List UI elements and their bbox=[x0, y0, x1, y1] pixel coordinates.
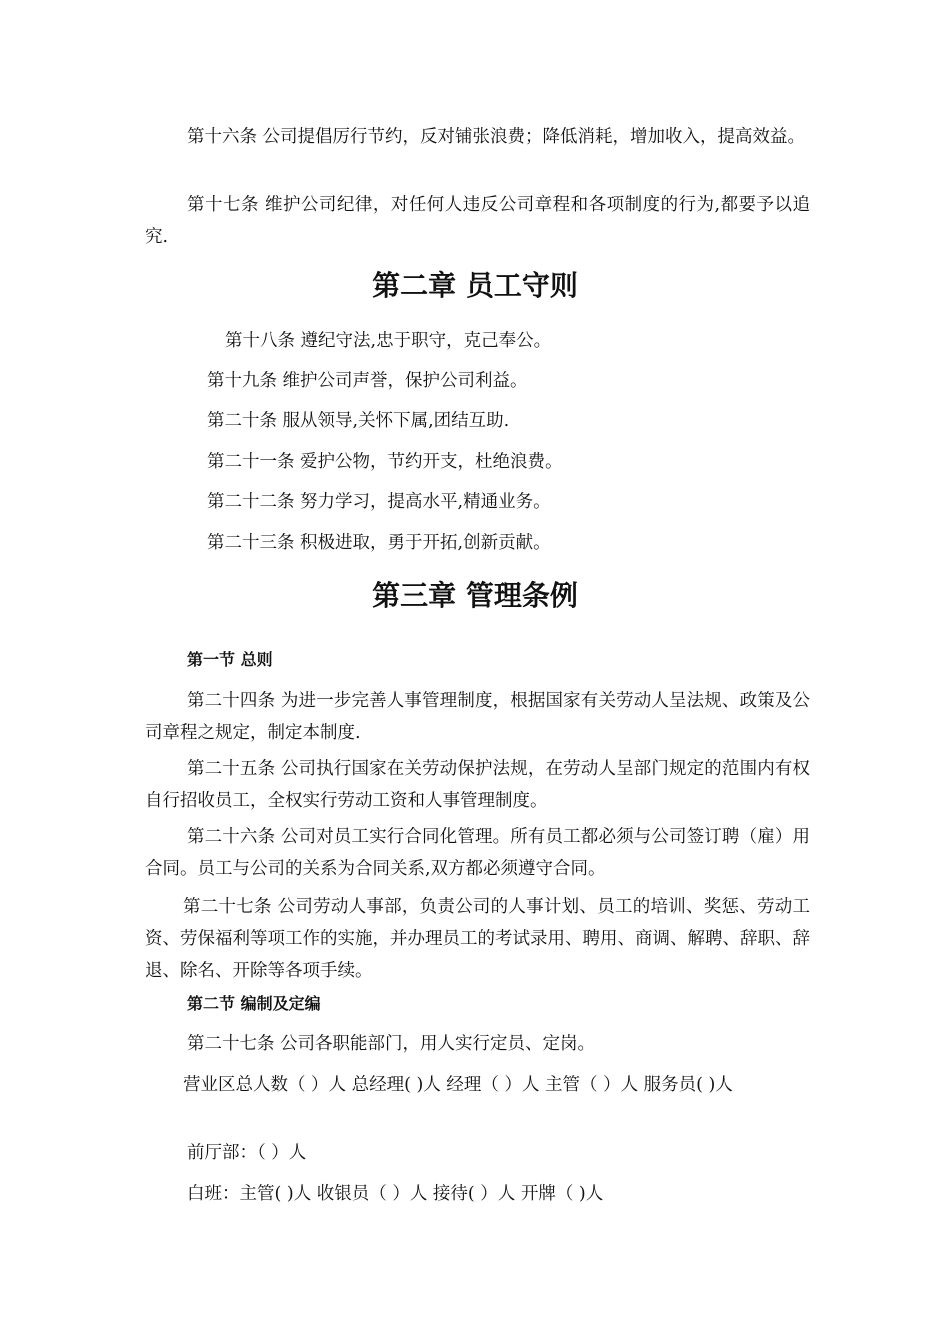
article-21: 第二十一条 爱护公物，节约开支，杜绝浪费。 bbox=[207, 452, 563, 472]
article-18: 第十八条 遵纪守法,忠于职守，克己奉公。 bbox=[225, 331, 552, 351]
article-19: 第十九条 维护公司声誉，保护公司利益。 bbox=[207, 371, 528, 391]
day-shift-line: 白班：主管( )人 收银员（ ）人 接待( ）人 开牌（ )人 bbox=[187, 1184, 604, 1204]
article-22: 第二十二条 努力学习，提高水平,精通业务。 bbox=[207, 492, 551, 512]
article-27: 第二十七条 公司劳动人事部，负责公司的人事计划、员工的培训、奖惩、劳动工资、劳保福利等项工作的实施，并办理员工的考试录用、聘用、商调、解聘、辞职、辞退、除名、开除等各项手续。 bbox=[145, 897, 810, 981]
article-24: 第二十四条 为进一步完善人事管理制度，根据国家有关劳动人呈法规、政策及公司章程之规定，制定本制度. bbox=[145, 691, 810, 743]
front-desk-line: 前厅部：（ ）人 bbox=[187, 1143, 307, 1163]
section-1-title: 第一节 总则 bbox=[187, 650, 273, 669]
article-17: 第十七条 维护公司纪律，对任何人违反公司章程和各项制度的行为,都要予以追究. bbox=[145, 195, 810, 247]
section-2-title: 第二节 编制及定编 bbox=[187, 994, 321, 1013]
article-16: 第十六条 公司提倡厉行节约，反对铺张浪费；降低消耗，增加收入，提高效益。 bbox=[187, 127, 806, 147]
chapter-3-title: 第三章 管理条例 bbox=[372, 579, 578, 612]
chapter-2-title: 第二章 员工守则 bbox=[372, 269, 578, 302]
article-27-staffing: 第二十七条 公司各职能部门，用人实行定员、定岗。 bbox=[187, 1034, 596, 1054]
article-20: 第二十条 服从领导,关怀下属,团结互助. bbox=[207, 411, 510, 431]
article-25: 第二十五条 公司执行国家在关劳动保护法规，在劳动人呈部门规定的范围内有权自行招收员工，全权实行劳动工资和人事管理制度。 bbox=[145, 759, 810, 811]
article-23: 第二十三条 积极进取，勇于开拓,创新贡献。 bbox=[207, 533, 551, 553]
staffing-line: 营业区总人数（ ）人 总经理( )人 经理（ ）人 主管（ ）人 服务员( )人 bbox=[183, 1075, 733, 1095]
article-26: 第二十六条 公司对员工实行合同化管理。所有员工都必须与公司签订聘（雇）用合同。员工与公司的关系为合同关系,双方都必须遵守合同。 bbox=[145, 827, 810, 879]
